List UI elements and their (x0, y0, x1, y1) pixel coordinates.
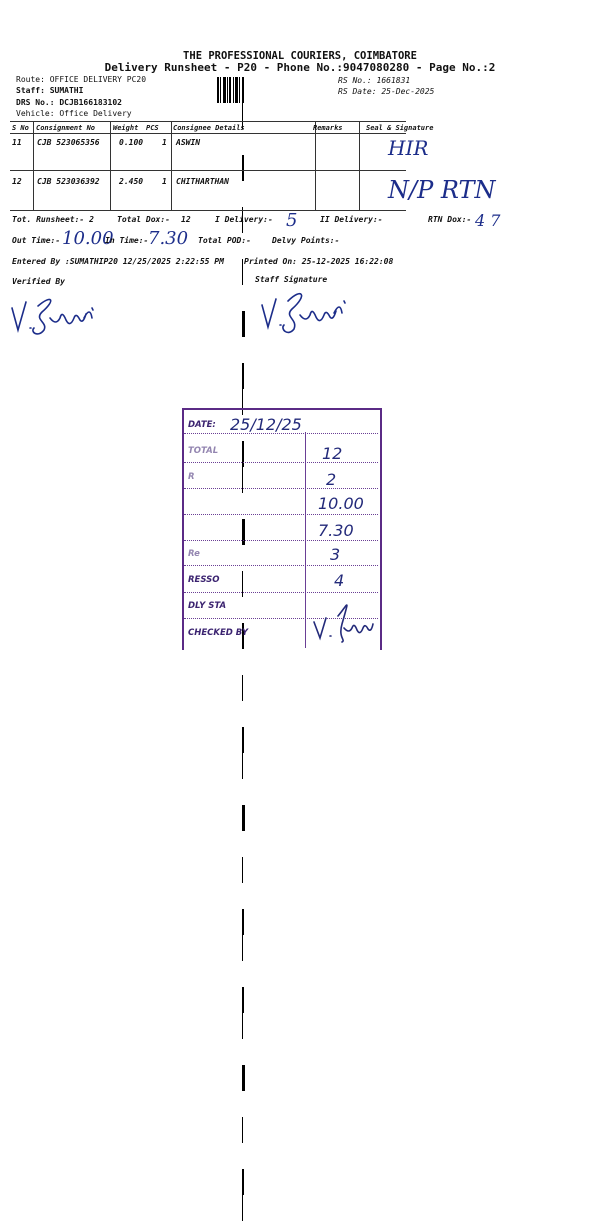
tot-runsheet: Tot. Runsheet:- 2 (12, 215, 94, 224)
row-pcs: 1 (162, 138, 167, 147)
col-header-consignment: Consignment No (36, 124, 96, 132)
col-divider (359, 121, 360, 210)
stamp-value-in: 7.30 (318, 521, 354, 540)
stamp-label-dly: DLY STA (188, 601, 227, 611)
col-divider (171, 121, 172, 210)
company-title: THE PROFESSIONAL COURIERS, COIMBATORE (183, 50, 417, 62)
stamp-rule (184, 462, 378, 463)
table-header-rule (10, 133, 406, 134)
row-weight: 0.100 (119, 138, 144, 147)
printed-on: Printed On: 25-12-2025 16:22:08 (244, 257, 394, 266)
col-header-remarks: Remarks (313, 124, 343, 132)
stamp-rule (184, 565, 378, 566)
staff-label: Staff: SUMATHI (16, 86, 84, 95)
col-divider (110, 121, 111, 210)
row-seal-handwriting: N/P RTN (388, 176, 496, 204)
stamp-label-checked: CHECKED BY (188, 628, 248, 638)
stamp-rule (184, 540, 378, 541)
in-time-handwriting: 7.30 (148, 228, 189, 249)
stamp-value-3: 3 (330, 545, 341, 564)
stamp-date-label: DATE: (188, 420, 216, 430)
verified-signature (8, 288, 108, 340)
stamp-label-resso: RESSO (188, 575, 220, 585)
staff-signature-label: Staff Signature (255, 275, 328, 284)
stamp-label-re: Re (188, 549, 200, 559)
staff-signature-image (258, 283, 358, 339)
col-header-consignee: Consignee Details (173, 124, 245, 132)
rs-date: RS Date: 25-Dec-2025 (338, 87, 435, 96)
out-time-handwriting: 10.00 (62, 228, 114, 249)
i-delivery-label: I Delivery:- (215, 215, 273, 224)
stamp-label-total: TOTAL (188, 446, 219, 456)
ii-delivery-label: II Delivery:- (320, 215, 383, 224)
stamp-value-out: 10.00 (318, 494, 364, 513)
col-divider (33, 121, 34, 210)
row-sno: 12 (12, 177, 22, 186)
row-weight: 2.450 (119, 177, 144, 186)
out-time-label: Out Time:- (12, 236, 61, 245)
stamp-date-value: 25/12/25 (230, 415, 302, 434)
table-bottom-rule (10, 210, 406, 211)
stamp-rule (184, 488, 378, 489)
stamp-label-r: R (188, 472, 195, 482)
delvy-points-label: Delvy Points:- (272, 236, 340, 245)
col-header-weight: Weight (113, 124, 139, 132)
row-sno: 11 (12, 138, 22, 147)
row-pcs: 1 (162, 177, 167, 186)
vehicle-label: Vehicle: Office Delivery (16, 109, 132, 118)
stamp-value-2: 2 (326, 470, 337, 489)
stamp-rule (184, 514, 378, 515)
rtn-dox-handwriting: 4 7 (475, 211, 501, 230)
col-header-pcs: PCS (146, 124, 159, 132)
total-pod-label: Total POD:- (198, 236, 251, 245)
i-delivery-handwriting: 5 (286, 210, 298, 231)
table-top-rule (10, 121, 406, 122)
stamp-rule (184, 592, 378, 593)
route-label: Route: OFFICE DELIVERY PC20 (16, 75, 147, 84)
row-consignment: CJB 523065356 (37, 138, 100, 147)
col-header-sno: S No (12, 124, 29, 132)
entered-by: Entered By :SUMATHIP20 12/25/2025 2:22:55 PM (12, 257, 224, 266)
row-consignee: CHITHARTHAN (176, 177, 229, 186)
total-dox-value: 12 (181, 215, 191, 224)
verified-by-label: Verified By (12, 277, 65, 286)
rs-number: RS No.: 1661831 (338, 76, 411, 85)
row-consignment: CJB 523036392 (37, 177, 100, 186)
col-header-seal: Seal & Signature (366, 124, 434, 132)
drs-number: DRS No.: DCJB166183102 (16, 98, 122, 107)
row-seal-handwriting: HIR (388, 136, 429, 160)
stamp-value-total: 12 (322, 444, 343, 463)
total-dox-label: Total Dox:- (117, 215, 170, 224)
rtn-dox-label: RTN Dox:- (428, 215, 472, 224)
col-divider (315, 121, 316, 210)
runsheet-subtitle: Delivery Runsheet - P20 - Phone No.:9047080280 - Page No.:2 (104, 61, 496, 74)
row-consignee: ASWIN (176, 138, 201, 147)
in-time-label: In Time:- (105, 236, 149, 245)
barcode-image (217, 77, 333, 103)
table-row-rule (10, 170, 406, 171)
stamp-rule (184, 433, 378, 434)
stamp-value-4: 4 (334, 571, 345, 590)
stamp-signature (308, 594, 388, 646)
